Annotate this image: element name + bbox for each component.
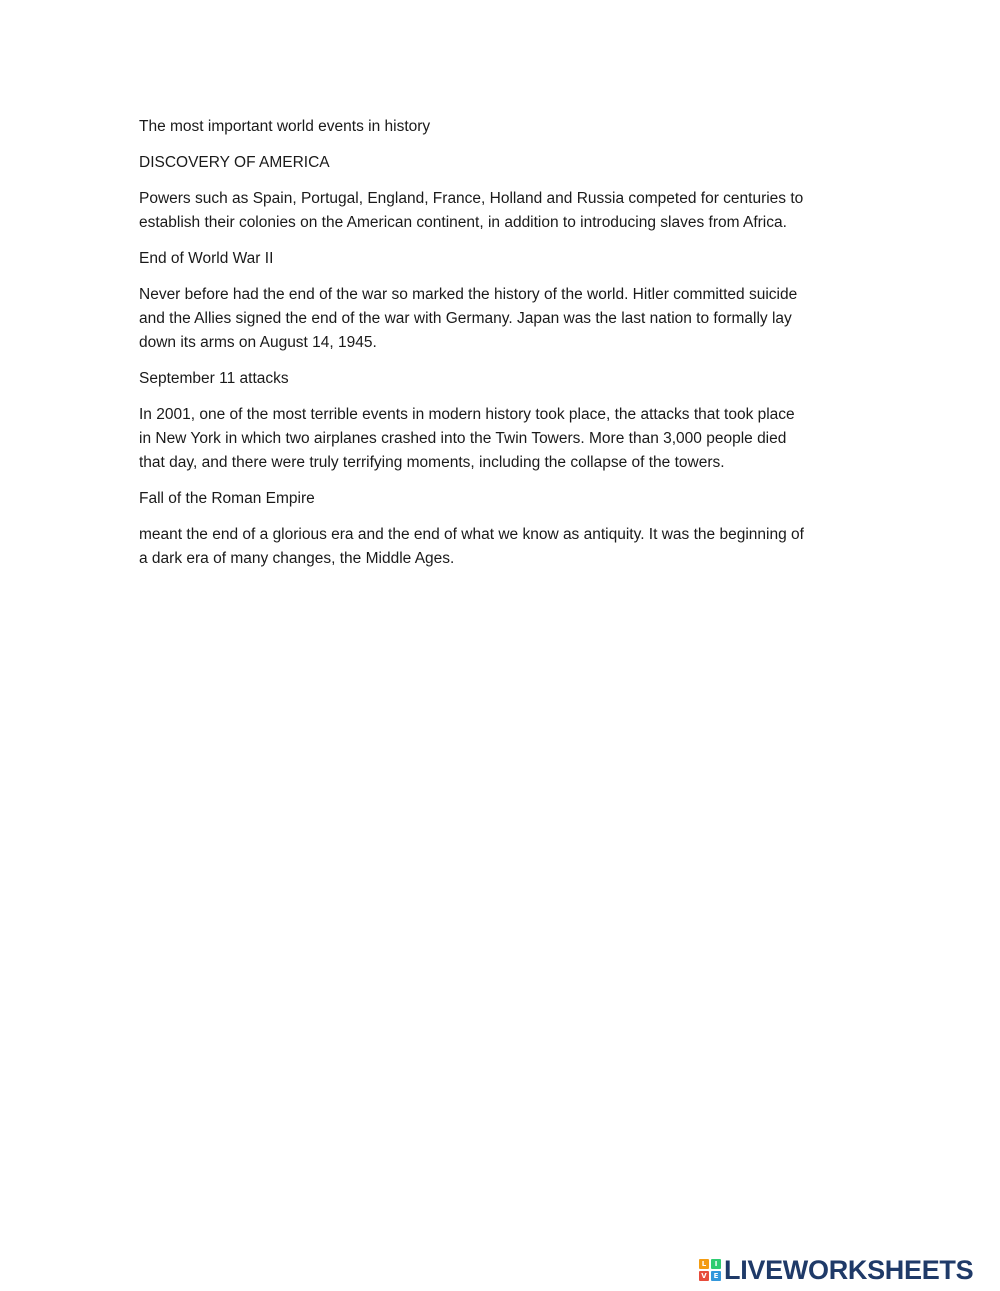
body-line: establish their colonies on the American continent, in addition to introducing slaves from Africa.	[139, 214, 787, 231]
section-heading-ww2: End of World War II	[139, 250, 274, 267]
body-line: a dark era of many changes, the Middle Ages.	[139, 550, 455, 567]
body-line: Powers such as Spain, Portugal, England, France, Holland and Russia competed for centuries to	[139, 190, 804, 207]
section-heading-discovery: DISCOVERY OF AMERICA	[139, 154, 330, 171]
logo-mark-tile: V	[699, 1271, 709, 1281]
body-line: Never before had the end of the war so marked the history of the world. Hitler committed suicide	[139, 286, 798, 303]
section-body-rome	[139, 523, 869, 571]
worksheet-page	[139, 115, 869, 583]
body-line: in New York in which two airplanes crashed into the Twin Towers. More than 3,000 people died	[139, 430, 787, 447]
logo-mark-icon	[699, 1259, 721, 1281]
logo-mark-tile: I	[711, 1259, 721, 1269]
section-heading-rome: Fall of the Roman Empire	[139, 490, 315, 507]
logo-mark-tile: E	[711, 1271, 721, 1281]
body-line: In 2001, one of the most terrible events in modern history took place, the attacks that took place	[139, 406, 795, 423]
logo-mark-tile: L	[699, 1259, 709, 1269]
section-body-sept11	[139, 403, 869, 475]
liveworksheets-logo	[699, 1256, 973, 1284]
section-body-discovery	[139, 187, 869, 235]
section-body-ww2	[139, 283, 869, 355]
body-line: that day, and there were truly terrifying moments, including the collapse of the towers.	[139, 454, 725, 471]
document-title: The most important world events in history	[139, 118, 431, 135]
body-line: and the Allies signed the end of the war with Germany. Japan was the last nation to formally lay	[139, 310, 792, 327]
body-line: meant the end of a glorious era and the end of what we know as antiquity. It was the beginning of	[139, 526, 804, 543]
body-line: down its arms on August 14, 1945.	[139, 334, 377, 351]
logo-text: LIVEWORKSHEETS	[724, 1255, 974, 1285]
section-heading-sept11: September 11 attacks	[139, 370, 289, 387]
